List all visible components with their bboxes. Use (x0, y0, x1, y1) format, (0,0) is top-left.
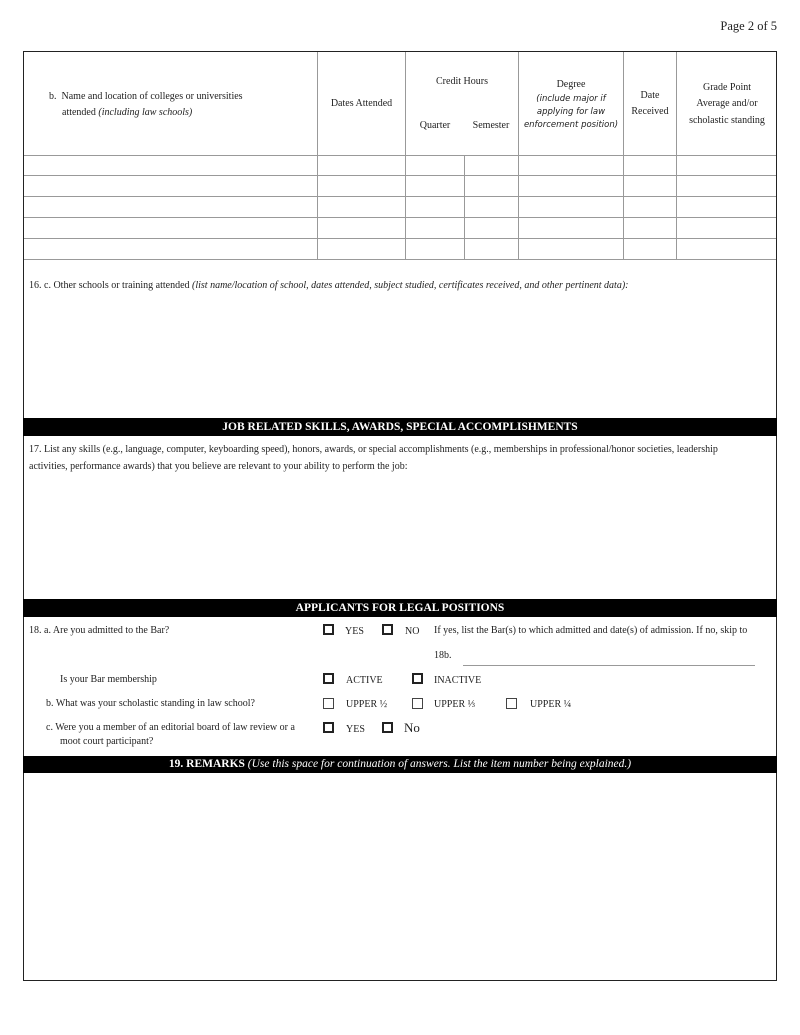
degree-note-3: enforcement position) (523, 120, 619, 130)
upper-quarter-label: UPPER ¼ (530, 699, 572, 710)
q16c-hint: (list name/location of school, dates attended, subject studied, certificates received, and other pertinent data): (192, 280, 629, 291)
table-cell-name[interactable] (24, 176, 317, 196)
bar-membership-label: Is your Bar membership (60, 674, 157, 685)
q18a-yes-label: YES (345, 626, 364, 637)
table-cell-name[interactable] (24, 239, 317, 259)
name-col-line2-italic: (including law schools) (98, 107, 193, 118)
remarks-hint: (Use this space for continuation of answers. List the item number being explained.) (247, 758, 632, 770)
q18c-no-label: No (404, 720, 420, 735)
skills-section-header: JOB RELATED SKILLS, AWARDS, SPECIAL ACCOMPLISHMENTS (23, 418, 777, 436)
q16c-label (29, 277, 629, 295)
remarks-title: 19. REMARKS (168, 758, 245, 770)
name-col-prefix: b. (49, 91, 57, 102)
degree-note-1: (include major if (536, 94, 606, 104)
name-col-header-line2 (62, 104, 192, 122)
dates-col-header: Dates Attended (330, 98, 393, 109)
name-col-line1: Name and location of colleges or universities (61, 91, 243, 102)
semester-header: Semester (472, 120, 510, 131)
gpa-header-1: Grade Point (702, 82, 752, 93)
q18c-no-checkbox[interactable] (382, 722, 393, 733)
quarter-header: Quarter (419, 120, 451, 131)
degree-note-2: applying for law (536, 107, 606, 117)
row-divider (24, 259, 776, 260)
remarks-section-header (23, 756, 777, 773)
q16c-answer-area[interactable] (24, 296, 776, 416)
legal-section-header: APPLICANTS FOR LEGAL POSITIONS (23, 599, 777, 617)
q18c-label-line1: c. Were you a member of an editorial board of law review or a (46, 722, 295, 733)
active-checkbox[interactable] (323, 673, 334, 684)
credit-hours-header: Credit Hours (436, 76, 488, 87)
table-cell-name[interactable] (24, 156, 317, 175)
q16c-label-text: 16. c. Other schools or training attended (29, 280, 190, 291)
q18a-followup-line1: If yes, list the Bar(s) to which admitted and date(s) of admission. If no, skip to (434, 625, 748, 636)
degree-header: Degree (556, 79, 586, 90)
q18c-yes-label: YES (346, 724, 365, 735)
upper-half-checkbox[interactable] (323, 698, 334, 709)
date-received-header-1: Date (640, 90, 660, 101)
q18a-answer-line[interactable] (463, 665, 755, 666)
page-number: Page 2 of 5 (720, 19, 777, 33)
remarks-answer-area[interactable] (24, 774, 776, 979)
inactive-checkbox[interactable] (412, 673, 423, 684)
q17-line2: activities, performance awards) that you believe are relevant to your ability to perform the job: (29, 461, 408, 472)
upper-quarter-checkbox[interactable] (506, 698, 517, 709)
gpa-header-2: Average and/or (696, 98, 758, 109)
inactive-label: INACTIVE (434, 675, 482, 686)
table-cell-name[interactable] (24, 218, 317, 238)
q18a-no-label: NO (405, 626, 420, 637)
col-divider (464, 155, 465, 259)
name-col-line2-plain: attended (62, 107, 96, 118)
q18a-yes-checkbox[interactable] (323, 624, 334, 635)
upper-third-label: UPPER ⅓ (434, 699, 476, 710)
upper-half-label: UPPER ½ (346, 699, 388, 710)
upper-third-checkbox[interactable] (412, 698, 423, 709)
q18a-label: 18. a. Are you admitted to the Bar? (29, 625, 170, 636)
date-received-header-2: Received (631, 106, 669, 117)
table-cell-name[interactable] (24, 197, 317, 217)
active-label: ACTIVE (346, 675, 383, 686)
q17-answer-area[interactable] (24, 478, 776, 596)
q18c-label-line2: moot court participant? (60, 736, 154, 747)
q17-line1: 17. List any skills (e.g., language, computer, keyboarding speed), honors, awards, or special accomplishments (e.g., memberships in professional/honor societies, leadership (29, 444, 718, 455)
q18b-label: b. What was your scholastic standing in law school? (46, 698, 255, 709)
gpa-header-3: scholastic standing (689, 115, 765, 126)
q18a-followup-line2: 18b. (434, 650, 452, 661)
q18c-yes-checkbox[interactable] (323, 722, 334, 733)
q18a-no-checkbox[interactable] (382, 624, 393, 635)
